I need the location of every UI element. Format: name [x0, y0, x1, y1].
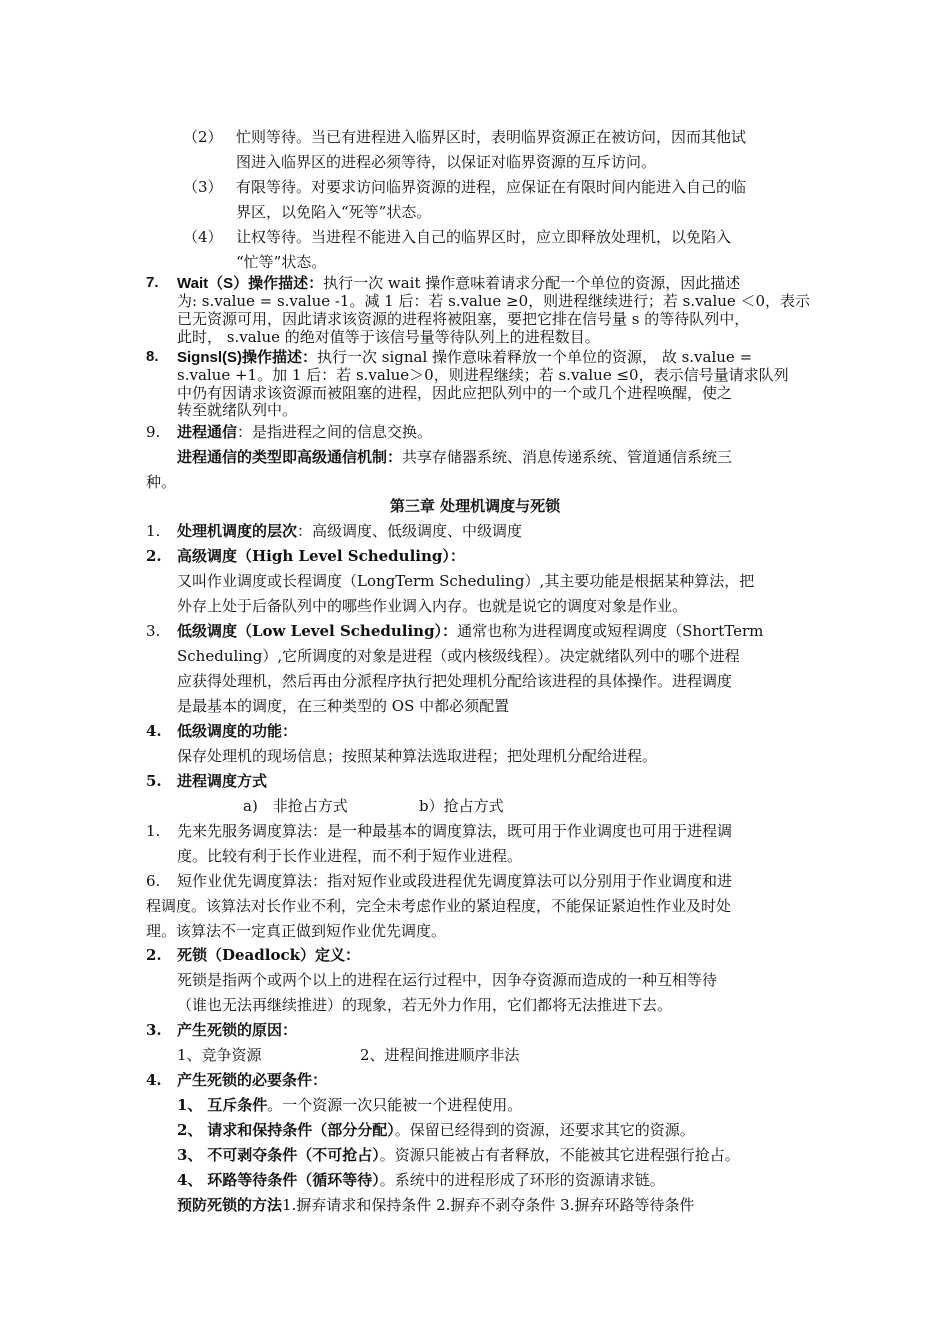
condition-1-number: 1、	[177, 1096, 203, 1114]
condition-3-text: 。资源只能被占有者释放，不能被其它进程强行抢占。	[379, 1146, 740, 1164]
item-9-text: ：是指进程之间的信息交换。	[237, 423, 433, 441]
c4-label: 低级调度的功能：	[177, 722, 298, 740]
sjf-line-2: 程调度。该算法对长作业不利，完全未考虑作业的紧迫程度，不能保证紧迫性作业及时处	[146, 897, 732, 915]
c1-label: 处理机调度的层次	[177, 522, 298, 540]
c5-number: 5.	[146, 772, 162, 790]
d2-line-2: （谁也无法再继续推进）的现象，若无外力作用，它们都将无法推进下去。	[177, 996, 673, 1014]
sub-item-3-number: （3）	[183, 178, 223, 196]
item-9-number: 9.	[146, 423, 161, 441]
sjf-line-1: 短作业优先调度算法：指对短作业或段进程优先调度算法可以分别用于作业调度和进	[177, 872, 733, 890]
sjf-line-3: 理。该算法不一定真正做到短作业优先调度。	[146, 922, 447, 940]
item-7-label: Wait（S）操作描述：	[177, 275, 324, 292]
c5-label: 进程调度方式	[177, 772, 268, 790]
comm-types-line	[177, 448, 732, 466]
c2-line-2: 外存上处于后备队列中的哪些作业调入内存。也就是说它的调度对象是作业。	[177, 597, 688, 615]
condition-2-text: 。保留已经得到的资源，还要求其它的资源。	[394, 1121, 695, 1139]
condition-3	[177, 1146, 740, 1164]
item-8-label: Signsl(S)操作描述：	[177, 349, 318, 366]
item-7-number: 7.	[146, 274, 159, 291]
c3-line-2: Scheduling）,它所调度的对象是进程（或内核级线程）。决定就绪队列中的哪个进程	[177, 647, 740, 665]
d3-label: 产生死锁的原因：	[177, 1021, 298, 1039]
prevent-label: 预防死锁的方法	[177, 1196, 283, 1214]
sub-item-4-text: 让权等待。当进程不能进入自己的临界区时，应立即释放处理机，以免陷入	[236, 228, 732, 246]
c4-line-1: 保存处理机的现场信息；按照某种算法选取进程；把处理机分配给进程。	[177, 747, 658, 765]
item-9-line	[177, 423, 432, 441]
item-8-line-3: 中仍有因请求该资源而被阻塞的进程，因此应把队列中的一个或几个进程唤醒，使之	[177, 384, 733, 402]
c3-line-3: 应获得处理机，然后再由分派程序执行把处理机分配给该进程的具体操作。进程调度	[177, 672, 733, 690]
item-7-line-1	[177, 274, 740, 293]
sjf-number: 6.	[146, 872, 161, 890]
condition-1	[177, 1096, 522, 1114]
d4-label: 产生死锁的必要条件：	[177, 1071, 328, 1089]
c3-number: 3.	[146, 622, 161, 640]
item-8-text: 执行一次 signal 操作意味着释放一个单位的资源， 故 s.value =	[317, 348, 753, 366]
item-8-number: 8.	[146, 348, 159, 365]
comm-types-cont: 种。	[146, 473, 177, 491]
d3-number: 3.	[146, 1021, 162, 1039]
c3-label: 低级调度（Low Level Scheduling）：	[177, 622, 458, 640]
c3-line-1	[177, 622, 763, 640]
condition-2	[177, 1121, 695, 1139]
d4-number: 4.	[146, 1071, 162, 1089]
condition-3-label: 不可剥夺条件（不可抢占）	[207, 1146, 380, 1164]
c3-line-4: 是最基本的调度，在三种类型的 OS 中都必须配置	[177, 697, 510, 715]
condition-1-text: 。一个资源一次只能被一个进程使用。	[267, 1096, 523, 1114]
prevent-line	[177, 1196, 695, 1214]
fcfs-number: 1.	[146, 822, 161, 840]
fcfs-line-2: 度。比较有利于长作业进程，而不利于短作业进程。	[177, 847, 523, 865]
sub-item-2-text: 忙则等待。当已有进程进入临界区时，表明临界资源正在被访问，因而其他试	[236, 128, 747, 146]
sub-item-2-number: （2）	[183, 128, 223, 146]
condition-4-text: 。系统中的进程形成了环形的资源请求链。	[379, 1171, 665, 1189]
condition-4	[177, 1171, 665, 1189]
sub-item-3-cont: 界区，以免陷入“死等”状态。	[236, 203, 432, 221]
condition-3-number: 3、	[177, 1146, 203, 1164]
c1-line	[177, 522, 522, 540]
condition-2-number: 2、	[177, 1121, 203, 1139]
item-8-line-1	[177, 348, 752, 367]
prevent-text: 1.摒弃请求和保持条件 2.摒弃不剥夺条件 3.摒弃环路等待条件	[282, 1196, 695, 1214]
c3-text: 通常也称为进程调度或短程调度（ShortTerm	[457, 622, 764, 640]
item-8-line-2: s.value +1。加 1 后：若 s.value＞0，则进程继续；若 s.value ≤0，表示信号量请求队列	[177, 366, 789, 384]
fcfs-line-1: 先来先服务调度算法：是一种最基本的调度算法，既可用于作业调度也可用于进程调	[177, 822, 733, 840]
item-8-line-4: 转至就绪队列中。	[177, 401, 298, 419]
condition-1-label: 互斥条件	[207, 1096, 268, 1114]
chapter-title: 第三章 处理机调度与死锁	[389, 497, 561, 515]
d3-cause-a: 1、竞争资源	[177, 1046, 262, 1064]
comm-types-text: 共享存储器系统、消息传递系统、管道通信系统三	[402, 448, 733, 466]
d2-number: 2.	[146, 946, 162, 964]
c4-number: 4.	[146, 722, 162, 740]
c2-line-1: 又叫作业调度或长程调度（LongTerm Scheduling）,其主要功能是根据某种算法，把	[177, 572, 755, 590]
c1-number: 1.	[146, 522, 161, 540]
c1-text: ：高级调度、低级调度、中级调度	[297, 522, 523, 540]
c5-option-a: a) 非抢占方式	[243, 797, 348, 815]
d3-cause-b: 2、进程间推进顺序非法	[360, 1046, 520, 1064]
c2-number: 2.	[146, 547, 162, 565]
sub-item-2-cont: 图进入临界区的进程必须等待，以保证对临界资源的互斥访问。	[236, 153, 657, 171]
condition-4-label: 环路等待条件（循环等待）	[207, 1171, 380, 1189]
condition-2-label: 请求和保持条件（部分分配）	[207, 1121, 395, 1139]
c2-label: 高级调度（High Level Scheduling）：	[177, 547, 465, 565]
comm-types-label: 进程通信的类型即高级通信机制：	[177, 448, 403, 466]
sub-item-4-cont: “忙等”状态。	[236, 253, 327, 271]
c5-option-b: b）抢占方式	[419, 797, 504, 815]
item-9-label: 进程通信	[177, 423, 238, 441]
item-7-text: 执行一次 wait 操作意味着请求分配一个单位的资源，因此描述	[323, 274, 741, 292]
sub-item-3-text: 有限等待。对要求访问临界资源的进程，应保证在有限时间内能进入自己的临	[236, 178, 747, 196]
condition-4-number: 4、	[177, 1171, 203, 1189]
item-7-line-4: 此时， s.value 的绝对值等于该信号量等待队列上的进程数目。	[177, 328, 600, 346]
item-7-line-2: 为: s.value = s.value -1。减 1 后：若 s.value ≥0，则进程继续进行；若 s.value ＜0，表示	[177, 292, 810, 310]
d2-line-1: 死锁是指两个或两个以上的进程在运行过程中，因争夺资源而造成的一种互相等待	[177, 971, 718, 989]
d2-label: 死锁（Deadlock）定义：	[177, 946, 360, 964]
item-7-line-3: 已无资源可用，因此请求该资源的进程将被阻塞，要把它排在信号量 s 的等待队列中，	[177, 310, 750, 328]
sub-item-4-number: （4）	[183, 228, 223, 246]
